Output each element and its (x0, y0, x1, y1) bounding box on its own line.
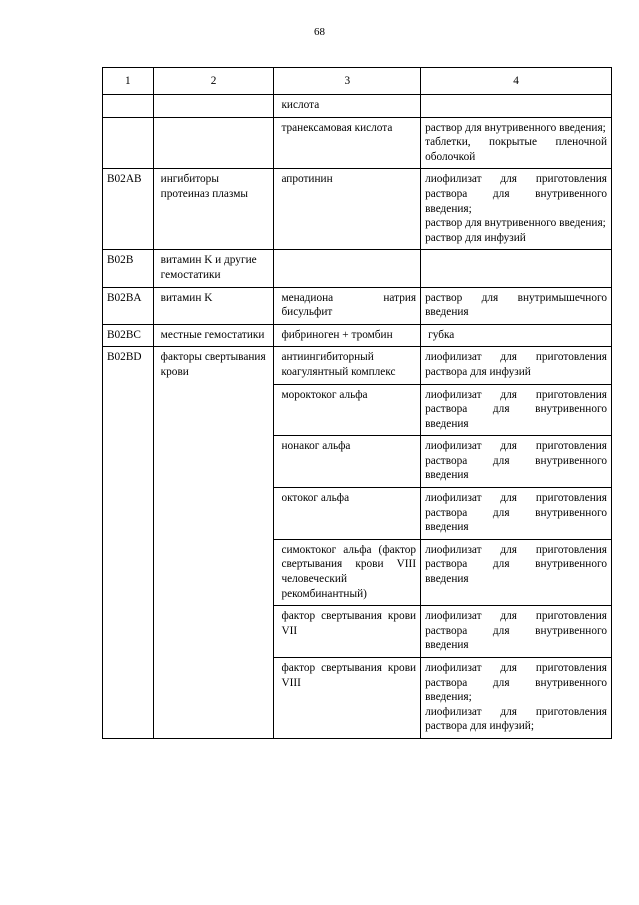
form-line: лиофилизат для приготовления раствора для инфузий (425, 351, 607, 378)
forms-cell (421, 436, 612, 488)
drug-cell: фибриноген + тромбин (274, 324, 421, 347)
header-cell-1: 1 (103, 68, 154, 95)
group-cell: факторы свертывания крови (153, 347, 274, 739)
table-row (103, 117, 612, 169)
forms-cell (421, 488, 612, 540)
code-cell: B02BD (103, 347, 154, 739)
forms-cell (421, 117, 612, 169)
code-cell: B02BA (103, 287, 154, 324)
drug-table (102, 67, 612, 739)
drug-cell: апротинин (274, 169, 421, 250)
forms-cell (421, 347, 612, 384)
group-cell: ингибиторы протеиназ плазмы (153, 169, 274, 250)
form-line: раствор для внутримышечного введения (425, 291, 607, 319)
code-cell: B02BC (103, 324, 154, 347)
group-cell (153, 95, 274, 118)
drug-cell: антиингибиторный коагулянтный комплекс (274, 347, 421, 384)
form-line: таблетки, покрытые пленочной оболочкой (425, 136, 607, 163)
forms-cell (421, 324, 612, 347)
form-line: лиофилизат для приготовления раствора для внутривенного введения (425, 610, 607, 652)
form-line: лиофилизат для приготовления раствора для внутривенного введения (425, 492, 607, 534)
drug-cell: симоктоког альфа (фактор свертывания крови VIII человеческий рекомбинантный) (274, 539, 421, 605)
form-line: лиофилизат для приготовления раствора для внутривенного введения (425, 543, 607, 586)
drug-cell: транексамовая кислота (274, 117, 421, 169)
group-cell: витамин K (153, 287, 274, 324)
form-line: лиофилизат для приготовления раствора для внутривенного введения (425, 440, 607, 482)
code-cell (103, 95, 154, 118)
drug-cell (274, 250, 421, 287)
forms-cell (421, 95, 612, 118)
group-cell: витамин K и другие гемостатики (153, 250, 274, 287)
form-line: раствор для внутривенного введения; (425, 121, 606, 134)
group-cell (153, 117, 274, 169)
code-cell: B02B (103, 250, 154, 287)
drug-cell: кислота (274, 95, 421, 118)
table-header-row (103, 68, 612, 95)
table-row (103, 324, 612, 347)
drug-cell: нонаког альфа (274, 436, 421, 488)
table-row (103, 169, 612, 250)
forms-cell (421, 250, 612, 287)
drug-cell: фактор свертывания крови VIII (274, 658, 421, 739)
code-cell (103, 117, 154, 169)
forms-cell (421, 384, 612, 436)
header-cell-4: 4 (421, 68, 612, 95)
forms-cell (421, 287, 612, 324)
header-cell-3: 3 (274, 68, 421, 95)
form-line: лиофилизат для приготовления раствора для внутривенного введения; (425, 662, 607, 704)
form-line: лиофилизат для приготовления раствора для внутривенного введения (425, 388, 607, 430)
forms-cell (421, 658, 612, 739)
code-cell: B02AB (103, 169, 154, 250)
table-row (103, 347, 612, 384)
table-row (103, 287, 612, 324)
forms-cell (421, 169, 612, 250)
form-line: лиофилизат для приготовления раствора для внутривенного введения; (425, 173, 607, 215)
form-line: раствор для инфузий (425, 231, 526, 244)
form-line: лиофилизат для приготовления раствора для инфузий; (425, 705, 607, 733)
group-cell: местные гемостатики (153, 324, 274, 347)
forms-cell (421, 606, 612, 658)
form-line: губка (428, 328, 455, 341)
drug-cell: фактор свертывания крови VII (274, 606, 421, 658)
drug-cell: мороктоког альфа (274, 384, 421, 436)
table-row (103, 95, 612, 118)
drug-cell: менадиона натрия бисульфит (274, 287, 421, 324)
header-cell-2: 2 (153, 68, 274, 95)
form-line: раствор для внутривенного введения; (425, 217, 606, 230)
page-number: 68 (314, 26, 325, 38)
forms-cell (421, 539, 612, 605)
table-row (103, 250, 612, 287)
drug-cell: октоког альфа (274, 488, 421, 540)
